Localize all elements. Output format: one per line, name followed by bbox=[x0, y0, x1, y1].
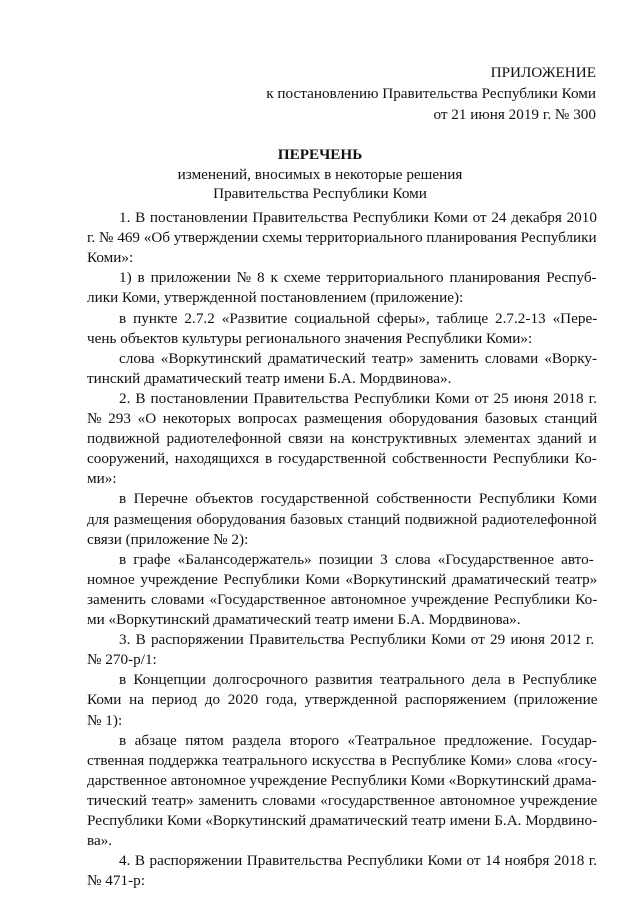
body-line: 1) в приложении № 8 к схеме территориального планирования Респуб- bbox=[119, 269, 597, 286]
document-subtitle-line-2: Правительства Республики Коми bbox=[213, 185, 427, 202]
body-line: в Перечне объектов государственной собственности Республики Коми bbox=[119, 490, 597, 507]
body-line: дарственное автономное учреждение Республики Коми «Воркутинский драма- bbox=[87, 772, 597, 789]
body-line: тинский драматический театр имени Б.А. Мордвинова». bbox=[87, 370, 452, 387]
body-line: тический театр» заменить словами «государственное автономное учреждение bbox=[87, 792, 598, 809]
body-line: в абзаце пятом раздела второго «Театральное предложение. Государ- bbox=[119, 732, 597, 749]
body-line: ва». bbox=[87, 832, 113, 849]
document-subtitle-line-1: изменений, вносимых в некоторые решения bbox=[177, 166, 463, 183]
body-line: 1. В постановлении Правительства Республики Коми от 24 декабря 2010 bbox=[119, 209, 597, 226]
body-line: для размещения оборудования базовых станций подвижной радиотелефонной bbox=[87, 511, 597, 528]
body-line: 4. В распоряжении Правительства Республики Коми от 14 ноября 2018 г. bbox=[119, 852, 598, 869]
body-line: № 1): bbox=[87, 712, 123, 729]
body-line: ми «Воркутинский драматический театр имени Б.А. Мордвинова». bbox=[87, 611, 521, 628]
body-line: Коми на период до 2020 года, утвержденной распоряжением (приложение bbox=[87, 691, 598, 708]
body-line: Коми»: bbox=[87, 249, 134, 266]
body-line: в Концепции долгосрочного развития театрального дела в Республике bbox=[119, 671, 597, 688]
body-line: связи (приложение № 2): bbox=[87, 531, 249, 548]
body-line: ственная поддержка театрального искусства в Республике Коми» слова «госу- bbox=[87, 752, 598, 769]
appendix-label: ПРИЛОЖЕНИЕ bbox=[490, 64, 596, 81]
body-line: слова «Воркутинский драматический театр» заменить словами «Ворку- bbox=[119, 350, 598, 367]
body-line: лики Коми, утвержденной постановлением (приложение): bbox=[87, 289, 464, 306]
body-line: 2. В постановлении Правительства Республики Коми от 25 июня 2018 г. bbox=[119, 390, 597, 407]
body-line: заменить словами «Государственное автономное учреждение Республики Ко- bbox=[87, 591, 598, 608]
body-line: № 270-р/1: bbox=[87, 651, 157, 668]
appendix-date-number: от 21 июня 2019 г. № 300 bbox=[433, 106, 596, 123]
body-line: в пункте 2.7.2 «Развитие социальной сферы», таблице 2.7.2-13 «Пере- bbox=[119, 310, 598, 327]
appendix-resolution-line: к постановлению Правительства Республики Коми bbox=[266, 85, 596, 102]
body-line: 3. В распоряжении Правительства Республики Коми от 29 июня 2012 г. bbox=[119, 631, 595, 648]
body-line: сооружений, находящихся в государственной собственности Республики Ко- bbox=[87, 450, 597, 467]
body-line: ми»: bbox=[87, 470, 117, 487]
body-line: Республики Коми «Воркутинский драматический театр имени Б.А. Мордвино- bbox=[87, 812, 598, 829]
body-line: в графе «Балансодержатель» позиции 3 слова «Государственное авто- bbox=[119, 551, 594, 568]
body-line: подвижной радиотелефонной связи на конструктивных элементах зданий и bbox=[87, 430, 597, 447]
body-line: № 471-р: bbox=[87, 872, 145, 889]
body-line: номное учреждение Республики Коми «Воркутинский драматический театр» bbox=[87, 571, 598, 588]
document-title: ПЕРЕЧЕНЬ bbox=[277, 146, 363, 163]
body-line: чень объектов культуры регионального значения Республики Коми»: bbox=[87, 330, 533, 347]
body-line: г. № 469 «Об утверждении схемы территориального планирования Республики bbox=[87, 229, 597, 246]
body-line: № 293 «О некоторых вопросах размещения оборудования базовых станций bbox=[87, 410, 598, 427]
